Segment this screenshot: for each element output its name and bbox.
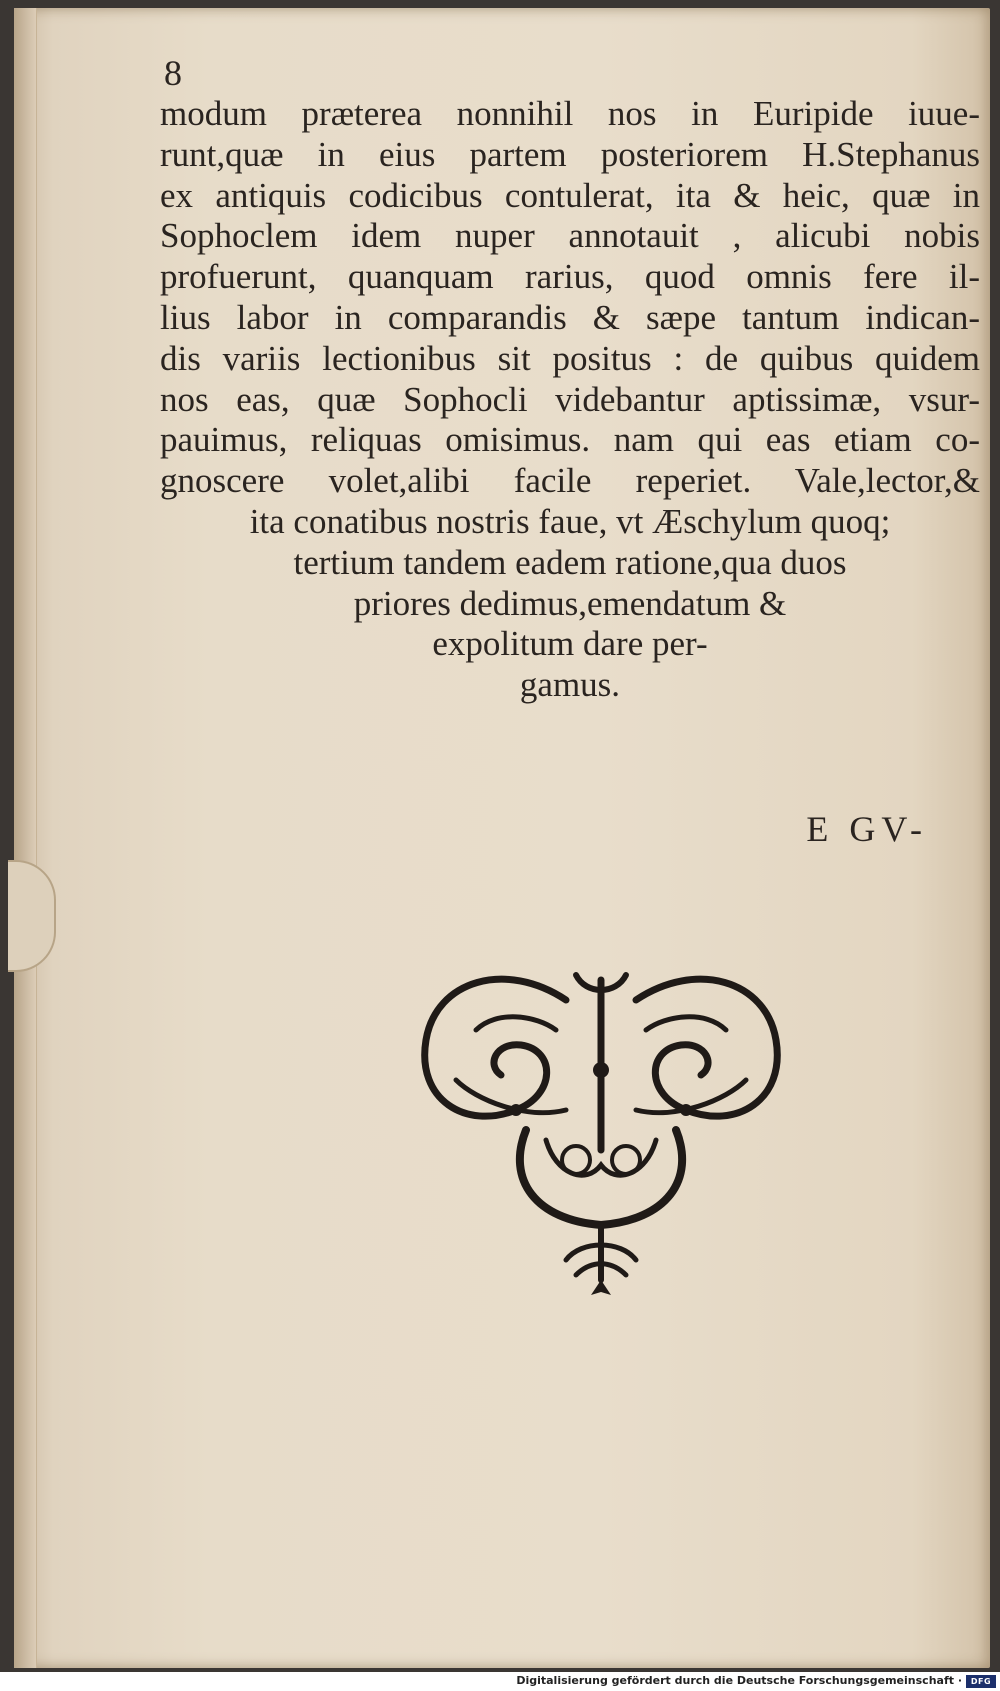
text-line: dis variis lectionibus sit positus : de quibus quidem [160,338,980,378]
text-line-centered: expolitum dare per- [432,624,708,664]
body-text [160,94,980,706]
text-line: Sophoclem idem nuper annotauit , alicubi nobis [160,216,980,256]
text-line: modum præterea nonnihil nos in Euripide iuue- [160,94,980,133]
dfg-logo: DFG [966,1675,996,1688]
text-line: ex antiquis codicibus contulerat, ita & heic, quæ in [160,175,980,215]
page-number: 8 [164,53,182,93]
text-line: gnoscere volet,alibi facile reperiet. Vale,lector,& [160,461,980,501]
fleuron-ornament-icon [416,960,786,1300]
text-line-centered: priores dedimus,emendatum & [353,583,787,623]
text-line: runt,quæ in eius partem posteriorem H.Stephanus [160,134,980,174]
text-line: nos eas, quæ Sophocli videbantur aptissimæ, vsur- [160,379,980,419]
footer-bar [0,1672,1000,1691]
footer-credit: Digitalisierung gefördert durch die Deutsche Forschungsgemeinschaft · [516,1674,962,1687]
text-line: lius labor in comparandis & sæpe tantum indican- [160,297,980,337]
page-edge [14,8,37,1668]
text-line: profuerunt, quanquam rarius, quod omnis fere il- [160,257,980,297]
text-line: pauimus, reliquas omisimus. nam qui eas etiam co- [160,420,980,460]
book-page [14,8,990,1668]
page-tab [8,860,56,972]
catchword: E GV- [806,809,928,849]
text-line-centered: tertium tandem eadem ratione,qua duos [293,542,847,582]
text-line-centered: ita conatibus nostris faue, vt Æschylum quoq; [249,501,891,541]
text-line-centered: gamus. [519,665,621,705]
